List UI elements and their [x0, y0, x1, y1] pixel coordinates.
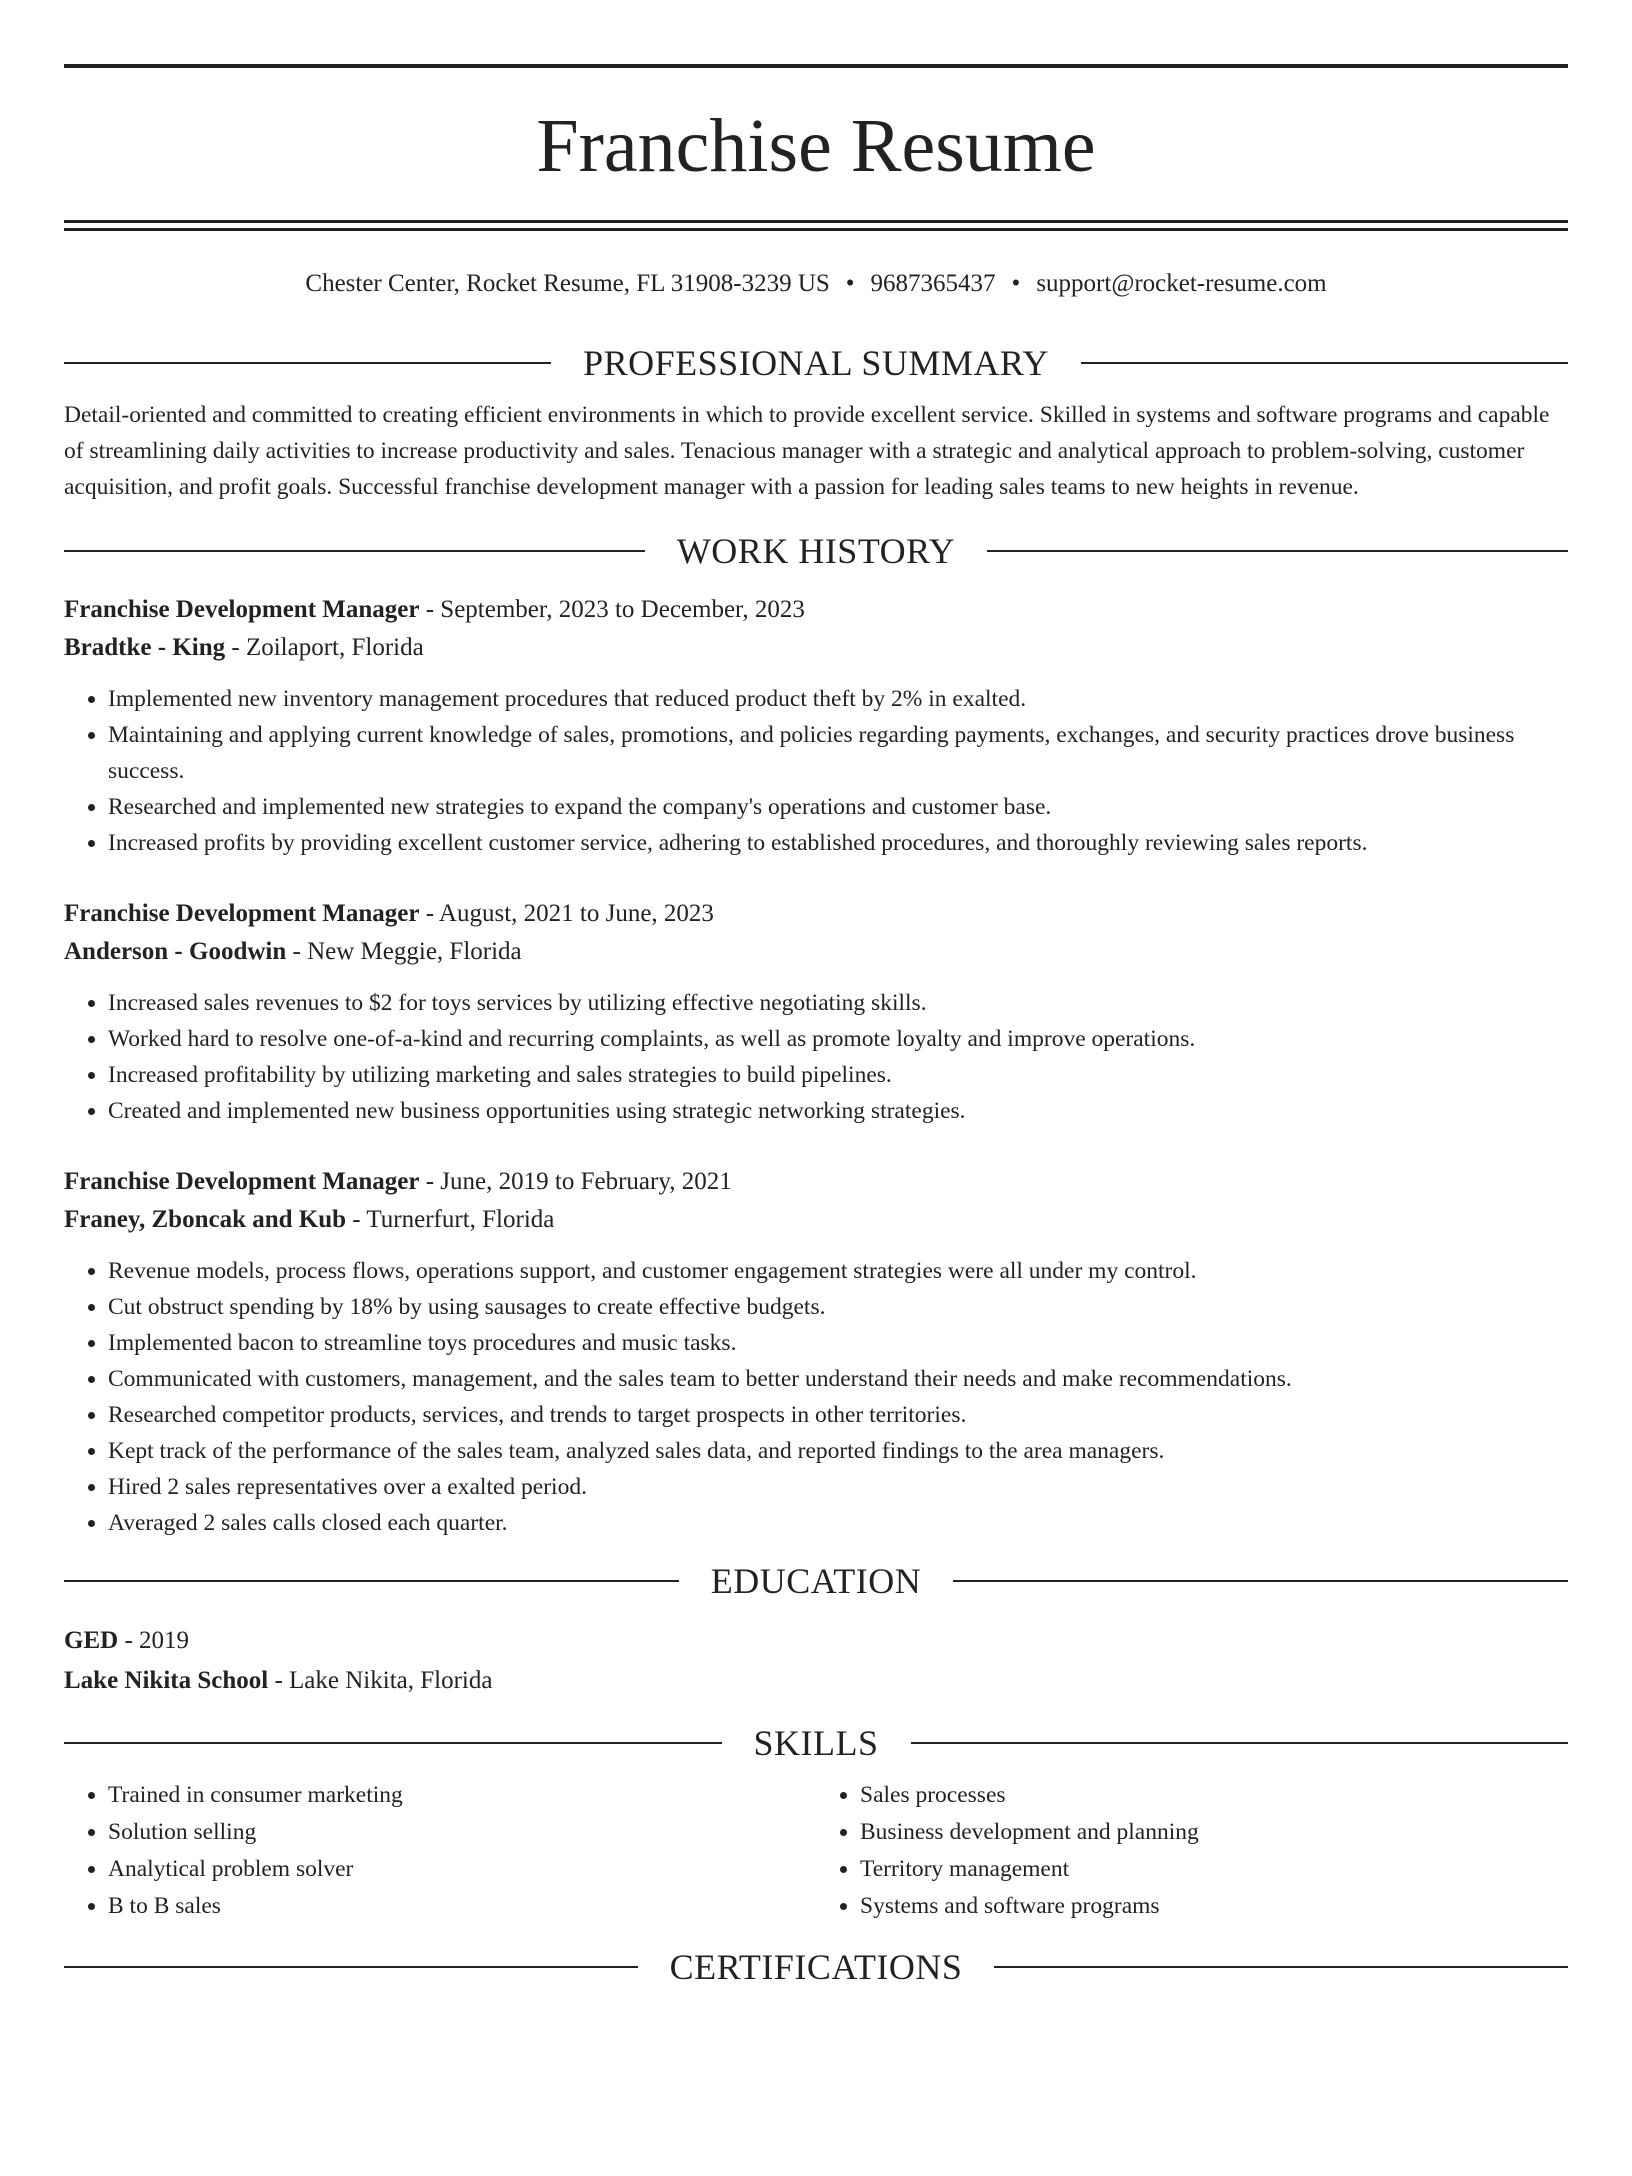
summary-text: Detail-oriented and committed to creating efficient environments in which to provide excellent service. Skilled in systems and software programs and capable of streamlining daily activities to increase productivity and sales. Tenacious manager with a strategic and analytical approach to problem-solving, customer acquisition, and profit goals. Successful franchise development manager with a passion for leading sales teams to new heights in revenue. [64, 402, 1550, 500]
job-location: - Zoilaport, Florida [225, 634, 424, 661]
resume-title: Franchise Resume [536, 104, 1096, 188]
job-title: Franchise Development Manager [64, 900, 420, 927]
job-title-line [64, 591, 1568, 629]
list-item: • Hired 2 sales representatives over a exalted period. [108, 1469, 1568, 1505]
contact-separator: • [1011, 270, 1021, 297]
education-location: - Lake Nikita, Florida [268, 1667, 493, 1694]
job-company: Franey, Zboncak and Kub [64, 1206, 347, 1233]
job-bullets [64, 1253, 1568, 1541]
section-header-education [64, 1561, 1568, 1601]
job-company-line [64, 933, 1568, 971]
list-item: • B to B sales [108, 1888, 816, 1925]
list-item: • Business development and planning [860, 1814, 1568, 1851]
list-item: • Maintaining and applying current knowledge of sales, promotions, and policies regarding payments, exchanges, and security practices drove business success. [108, 717, 1568, 789]
job-company-line [64, 629, 1568, 667]
list-item: • Solution selling [108, 1814, 816, 1851]
divider-line [64, 362, 551, 364]
education-degree-line [64, 1621, 1568, 1661]
section-header-work [64, 531, 1568, 571]
top-rule [64, 64, 1568, 68]
education-degree: GED [64, 1627, 119, 1654]
job-dates: - August, 2021 to June, 2023 [419, 900, 714, 927]
divider-line [64, 1580, 679, 1582]
skills-grid [64, 1777, 1568, 1925]
list-item: • Implemented new inventory management procedures that reduced product theft by 2% in exalted. [108, 681, 1568, 717]
skills-column-left [64, 1777, 816, 1925]
list-item: • Territory management [860, 1851, 1568, 1888]
section-title: WORK HISTORY [676, 531, 956, 571]
job-dates: - June, 2019 to February, 2021 [419, 1168, 732, 1195]
list-item: • Trained in consumer marketing [108, 1777, 816, 1814]
section-header-certifications [64, 1947, 1568, 1987]
divider-line [1081, 362, 1568, 364]
resume-page [0, 64, 1632, 2176]
contact-line [64, 269, 1568, 299]
list-item: • Communicated with customers, management, and the sales team to better understand their needs and make recommendations. [108, 1361, 1568, 1397]
job-title-line [64, 895, 1568, 933]
list-item: • Analytical problem solver [108, 1851, 816, 1888]
job-location: - Turnerfurt, Florida [346, 1206, 555, 1233]
education-year: - 2019 [118, 1627, 190, 1654]
list-item: • Sales processes [860, 1777, 1568, 1814]
divider-line [64, 550, 645, 552]
list-item: • Increased sales revenues to $2 for toys services by utilizing effective negotiating skills. [108, 985, 1568, 1021]
list-item: • Researched competitor products, services, and trends to target prospects in other territories. [108, 1397, 1568, 1433]
job-title-line [64, 1163, 1568, 1201]
contact-phone: 9687365437 [870, 270, 996, 297]
list-item: • Created and implemented new business opportunities using strategic networking strategies. [108, 1093, 1568, 1129]
divider-line [953, 1580, 1568, 1582]
contact-email[interactable]: support@rocket-resume.com [1036, 270, 1327, 297]
section-title: CERTIFICATIONS [669, 1947, 963, 1987]
section-header-skills [64, 1723, 1568, 1763]
divider-line [987, 550, 1568, 552]
divider-line [64, 1742, 722, 1744]
job-bullets [64, 985, 1568, 1129]
divider-line [994, 1966, 1568, 1968]
skills-column-right [816, 1777, 1568, 1925]
list-item: • Researched and implemented new strategies to expand the company's operations and customer base. [108, 789, 1568, 825]
job-dates: - September, 2023 to December, 2023 [419, 596, 805, 623]
list-item: • Implemented bacon to streamline toys procedures and music tasks. [108, 1325, 1568, 1361]
education-school-line [64, 1661, 1568, 1701]
list-item: • Kept track of the performance of the sales team, analyzed sales data, and reported findings to the area managers. [108, 1433, 1568, 1469]
list-item: • Increased profits by providing excellent customer service, adhering to established procedures, and thoroughly reviewing sales reports. [108, 825, 1568, 861]
list-item: • Worked hard to resolve one-of-a-kind and recurring complaints, as well as promote loyalty and improve operations. [108, 1021, 1568, 1057]
job-company: Anderson - Goodwin [64, 938, 287, 965]
job-company: Bradtke - King [64, 634, 226, 661]
contact-address: Chester Center, Rocket Resume, FL 31908-3239 US [305, 270, 830, 297]
job-entry [64, 895, 1568, 1129]
section-title: PROFESSIONAL SUMMARY [583, 343, 1049, 383]
list-item: • Systems and software programs [860, 1888, 1568, 1925]
list-item: • Revenue models, process flows, operations support, and customer engagement strategies were all under my control. [108, 1253, 1568, 1289]
job-title: Franchise Development Manager [64, 596, 420, 623]
job-title: Franchise Development Manager [64, 1168, 420, 1195]
divider-line [64, 1966, 638, 1968]
job-entry [64, 591, 1568, 861]
contact-separator: • [845, 270, 855, 297]
section-header-summary [64, 343, 1568, 383]
job-entry [64, 1163, 1568, 1541]
job-company-line [64, 1201, 1568, 1239]
list-item: • Cut obstruct spending by 18% by using sausages to create effective budgets. [108, 1289, 1568, 1325]
section-title: EDUCATION [710, 1561, 922, 1601]
divider-line [911, 1742, 1569, 1744]
list-item: • Averaged 2 sales calls closed each quarter. [108, 1505, 1568, 1541]
job-location: - New Meggie, Florida [286, 938, 522, 965]
section-title: SKILLS [753, 1723, 879, 1763]
education-school: Lake Nikita School [64, 1667, 269, 1694]
list-item: • Increased profitability by utilizing marketing and sales strategies to build pipelines. [108, 1057, 1568, 1093]
job-bullets [64, 681, 1568, 861]
title-double-rule [64, 220, 1568, 231]
education-entry [64, 1621, 1568, 1701]
